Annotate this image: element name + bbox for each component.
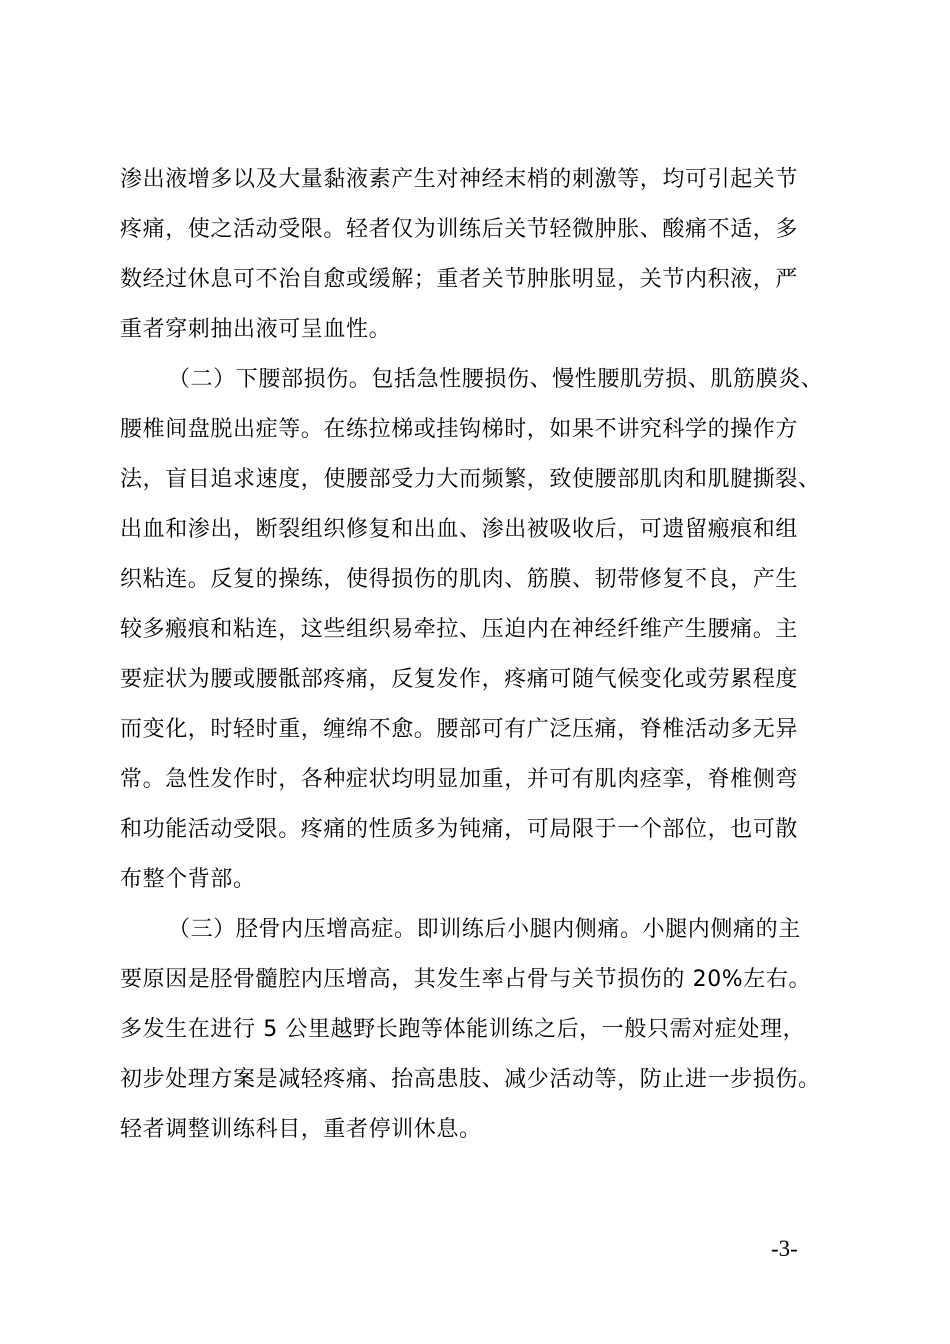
body-text-line: 和功能活动受限。疼痛的性质多为钝痛，可局限于一个部位，也可散 — [120, 817, 799, 842]
body-text-line: 数经过休息可不治自愈或缓解；重者关节肿胀明显，关节内积液，严 — [120, 267, 799, 292]
body-text-line: 要原因是胫骨髓腔内压增高，其发生率占骨与关节损伤的 20%左右。 — [120, 967, 812, 992]
body-text-line: 初步处理方案是减轻疼痛、抬高患肢、减少活动等，防止进一步损伤。 — [120, 1067, 821, 1092]
body-text-line: 重者穿刺抽出液可呈血性。 — [120, 317, 392, 342]
body-text-line: 织粘连。反复的操练，使得损伤的肌肉、筋膜、韧带修复不良，产生 — [120, 567, 799, 592]
body-text-line: 腰椎间盘脱出症等。在练拉梯或挂钩梯时，如果不讲究科学的操作方 — [120, 417, 799, 442]
section-heading-line: （二）下腰部损伤。包括急性腰损伤、慢性腰肌劳损、肌筋膜炎、 — [168, 367, 824, 392]
body-text-line: 出血和渗出，断裂组织修复和出血、渗出被吸收后，可遗留瘢痕和组 — [120, 517, 799, 542]
section-heading-line: （三）胫骨内压增高症。即训练后小腿内侧痛。小腿内侧痛的主 — [168, 917, 801, 942]
body-text-line: 多发生在进行 5 公里越野长跑等体能训练之后，一般只需对症处理， — [120, 1017, 806, 1042]
body-text-line: 轻者调整训练科目，重者停训休息。 — [120, 1117, 482, 1142]
body-text-line: 而变化，时轻时重，缠绵不愈。腰部可有广泛压痛，脊椎活动多无异 — [120, 717, 799, 742]
body-text-line: 法，盲目追求速度，使腰部受力大而频繁，致使腰部肌肉和肌腱撕裂、 — [120, 467, 821, 492]
body-text-line: 较多瘢痕和粘连，这些组织易牵拉、压迫内在神经纤维产生腰痛。主 — [120, 617, 799, 642]
body-text-line: 布整个背部。 — [120, 867, 256, 892]
body-text-line: 渗出液增多以及大量黏液素产生对神经末梢的刺激等，均可引起关节 — [120, 167, 799, 192]
page-number: -3- — [771, 1236, 798, 1261]
body-text-line: 常。急性发作时，各种症状均明显加重，并可有肌肉痉挛，脊椎侧弯 — [120, 767, 799, 792]
body-text-line: 要症状为腰或腰骶部疼痛，反复发作，疼痛可随气候变化或劳累程度 — [120, 667, 799, 692]
body-text-line: 疼痛，使之活动受限。轻者仅为训练后关节轻微肿胀、酸痛不适，多 — [120, 217, 799, 242]
